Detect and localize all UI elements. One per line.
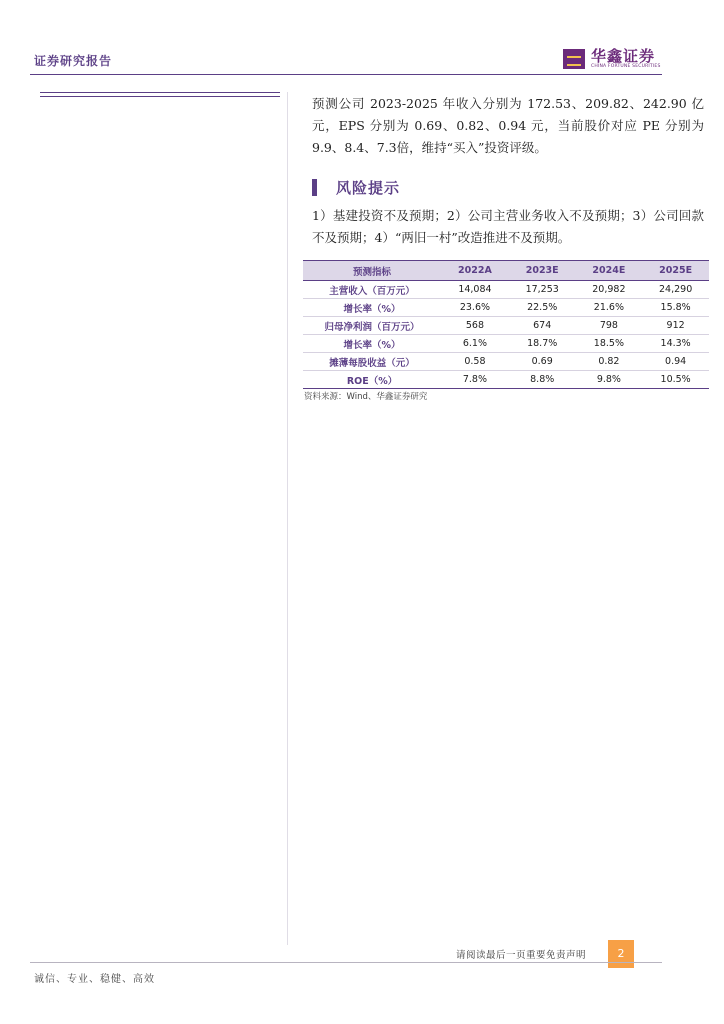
table-header-cell: 预测指标 (303, 261, 441, 281)
risk-title: 风险提示 (336, 178, 401, 197)
table-cell: 14,084 (441, 281, 509, 299)
table-cell: 8.8% (509, 371, 576, 389)
table-row (303, 281, 709, 299)
report-type-label: 证券研究报告 (34, 54, 113, 68)
table-cell: 24,290 (642, 281, 709, 299)
company-logo (563, 47, 663, 71)
table-cell: 9.8% (576, 371, 643, 389)
forecast-paragraph: 预测公司 2023-2025 年收入分别为 172.53、209.82、242.90 亿元，EPS 分别为 0.69、0.82、0.94 元，当前股价对应 PE 分别为9.9、8.4、7.3倍，维持“买入”投资评级。 (312, 96, 704, 155)
logo-name: 华鑫证券 (591, 47, 656, 65)
table-header-cell: 2024E (576, 261, 643, 281)
main-column (312, 93, 704, 249)
table-row (303, 317, 709, 335)
table-cell: 18.5% (576, 335, 643, 353)
risk-paragraph: 1）基建投资不及预期；2）公司主营业务收入不及预期；3）公司回款不及预期；4）“两旧一村”改造推进不及预期。 (312, 208, 704, 245)
logo-mark-icon (563, 49, 585, 69)
table-source: 资料来源：Wind、华鑫证券研究 (304, 392, 428, 402)
table-cell: 23.6% (441, 299, 509, 317)
left-column-rule (40, 92, 280, 97)
table-cell: 7.8% (441, 371, 509, 389)
logo-subtitle: CHINA FORTUNE SECURITIES (591, 64, 661, 69)
table-cell: 20,982 (576, 281, 643, 299)
table-cell: 21.6% (576, 299, 643, 317)
table-cell: 912 (642, 317, 709, 335)
table-cell: 0.58 (441, 353, 509, 371)
page-number-badge: 2 (608, 940, 634, 968)
header-divider (30, 74, 662, 75)
risk-section-heading (312, 177, 704, 197)
table-cell: 674 (509, 317, 576, 335)
footer-divider (30, 962, 662, 963)
table-header-cell: 2025E (642, 261, 709, 281)
row-label: 主营收入（百万元） (303, 281, 441, 299)
table-row (303, 371, 709, 389)
row-label: 增长率（%） (303, 299, 441, 317)
section-marker (312, 179, 317, 196)
company-motto: 诚信、专业、稳健、高效 (34, 974, 155, 985)
forecast-table (303, 260, 709, 389)
table-cell: 0.94 (642, 353, 709, 371)
row-label: 增长率（%） (303, 335, 441, 353)
table-header-cell: 2023E (509, 261, 576, 281)
disclaimer-note: 请阅读最后一页重要免责声明 (456, 950, 587, 961)
row-label: 归母净利润（百万元） (303, 317, 441, 335)
table-cell: 568 (441, 317, 509, 335)
table-cell: 14.3% (642, 335, 709, 353)
table-cell: 17,253 (509, 281, 576, 299)
table-cell: 15.8% (642, 299, 709, 317)
row-label: ROE（%） (303, 371, 441, 389)
table-cell: 798 (576, 317, 643, 335)
table-cell: 6.1% (441, 335, 509, 353)
table-cell: 10.5% (642, 371, 709, 389)
table-row (303, 299, 709, 317)
row-label: 摊薄每股收益（元） (303, 353, 441, 371)
table-cell: 22.5% (509, 299, 576, 317)
table-cell: 18.7% (509, 335, 576, 353)
table-header-row (303, 261, 709, 281)
table-header-cell: 2022A (441, 261, 509, 281)
table-row (303, 353, 709, 371)
table-cell: 0.82 (576, 353, 643, 371)
table-row (303, 335, 709, 353)
table-cell: 0.69 (509, 353, 576, 371)
column-divider (287, 92, 288, 945)
